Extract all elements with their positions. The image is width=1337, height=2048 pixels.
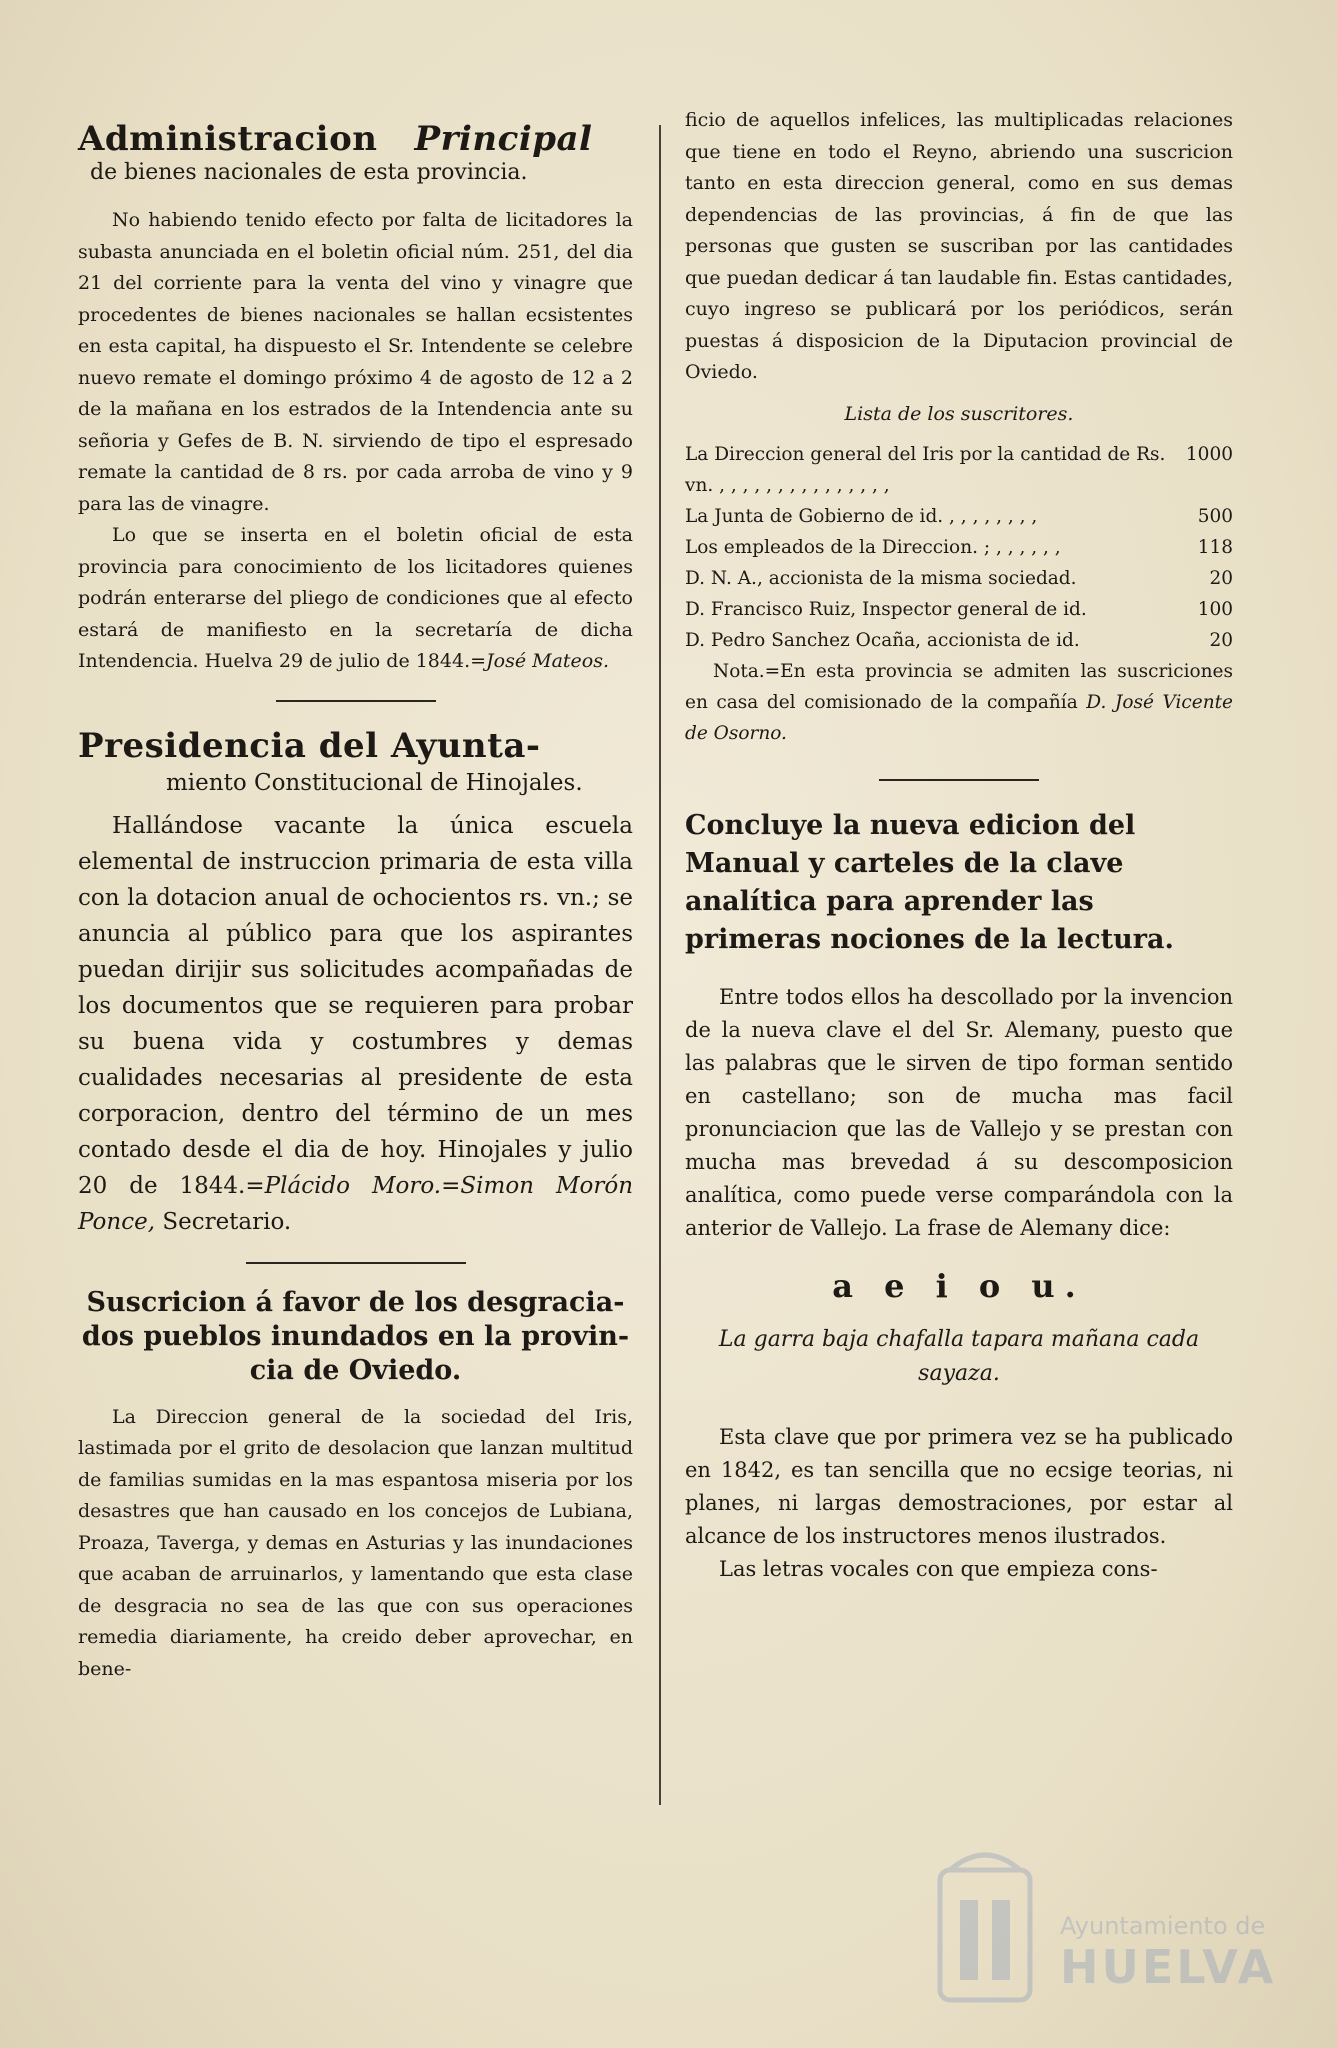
paragraph-text: Hallándose vacante la única escuela elemental de instruccion primaria de esta villa con la dotacion anual de ochocientos rs. vn.; se anuncia al público para que los aspirantes puedan dirijir sus solicitudes acompañadas de los documentos que se requieren para probar su buena vida y costumbres y demas cualidades necesarias al presidente de esta corporacion, dentro del término de un mes contado desde el dia de hoy. Hinojales y julio 20 de 1844.= xyxy=(78,812,633,1199)
paragraph: Esta clave que por primera vez se ha publicado en 1842, es tan sencilla que no ecsige teorias, ni planes, ni largas demostraciones, por estar al alcance de los instructores menos ilustrados. xyxy=(685,1424,1233,1548)
signature: José Mateos. xyxy=(486,650,610,672)
note-name: D. José Vicente de Osorno. xyxy=(685,691,1234,744)
subscriber-name: D. Pedro Sanchez Ocaña, accionista de id. xyxy=(685,629,1080,651)
paragraph: Entre todos ellos ha descollado por la invencion de la nueva clave el del Sr. Alemany, puesto que las palabras que le sirven de tipo forman sentido en castellano; son de mucha mas facil pronunciacion que las de Vallejo y se prestan con mucha mas brevedad á su descomposicion analítica, como puede verse comparándola con la anterior de Vallejo. La frase de Alemany dice: xyxy=(685,984,1233,1240)
list-item xyxy=(685,594,1233,625)
note-text: Nota.=En esta provincia se admiten las suscriciones en casa del comisionado de la compañía xyxy=(685,660,1233,713)
paragraph-text: Lo que se inserta en el boletin oficial de esta provincia para conocimiento de los licitadores quienes podrán enterarse del pliego de condiciones que al efecto estará de manifiesto en la secretaría de dicha Intendencia. Huelva 29 de julio de 1844.= xyxy=(78,524,633,672)
subscriber-amount: 1000 xyxy=(1185,443,1233,465)
signature-role: Secretario. xyxy=(155,1208,292,1235)
section-subtitle: miento Constitucional de Hinojales. xyxy=(166,769,583,796)
section-title-concluye: Concluye la nueva edicion del Manual y carteles de la clave analítica para aprender las primeras nociones de la lectura. xyxy=(685,809,1174,955)
archive-watermark xyxy=(930,1840,1277,2020)
subscriber-amount: 500 xyxy=(1197,505,1233,527)
title-part-b: Principal xyxy=(414,119,593,159)
list-item xyxy=(685,501,1233,532)
title-line: dos pueblos inundados en la provin- xyxy=(81,1320,630,1352)
section-subtitle: de bienes nacionales de esta provincia. xyxy=(90,160,528,185)
paragraph: No habiendo tenido efecto por falta de licitadores la subasta anunciada en el boletin oficial núm. 251, del dia 21 del corriente para la venta del vino y vinagre que procedentes de bienes nacionales se hallan ecsistentes en esta capital, ha dispuesto el Sr. Intendente se celebre nuevo remate el domingo próximo 4 de agosto de 12 a 2 de la mañana en los estrados de la Intendencia ante su señoria y Gefes de B. N. sirviendo de tipo el espresado remate la cantidad de 8 rs. por cada arroba de vino y 9 para las de vinagre. xyxy=(78,209,633,515)
subscriber-amount: 20 xyxy=(1209,567,1233,589)
separator-rule xyxy=(246,1262,466,1264)
separator-rule xyxy=(276,700,436,702)
watermark-line1: Ayuntamiento de xyxy=(1060,1912,1266,1940)
column-divider xyxy=(659,125,661,1805)
list-item xyxy=(685,563,1233,594)
list-item xyxy=(685,532,1233,563)
subscriber-amount: 20 xyxy=(1209,629,1233,651)
right-column xyxy=(685,105,1233,1586)
alemany-phrase: La garra baja chafalla tapara mañana cada sayaza. xyxy=(718,1326,1200,1386)
left-column xyxy=(78,105,633,1685)
title-part-a: Administracion xyxy=(78,119,378,159)
paragraph: La Direccion general de la sociedad del Iris, lastimada por el grito de desolacion que lanzan multitud de familias sumidas en la mas espantosa miseria por los desastres que han causado en los concejos de Lubiana, Proaza, Taverga, y demas en Asturias y las inundaciones que acaban de arruinarlos, y lamentando que esta clase de desgracia no sea de las que con sus operaciones remedia diariamente, ha creido deber aprovechar, en bene- xyxy=(78,1405,633,1680)
title-line: Suscricion á favor de los desgracia- xyxy=(86,1286,625,1318)
coat-of-arms-icon xyxy=(930,1840,1040,2015)
paragraph xyxy=(78,808,633,1240)
separator-rule xyxy=(879,779,1039,781)
paragraph: ficio de aquellos infelices, las multiplicadas relaciones que tiene en todo el Reyno, abriendo una suscricion tanto en esta direccion general, como en sus demas dependencias de las provincias, á fin de que las personas que gusten se suscriban por las cantidades que puedan dedicar á tan laudable fin. Estas cantidades, cuyo ingreso se publicará por los periódicos, serán puestas á disposicion de la Diputacion provincial de Oviedo. xyxy=(685,109,1233,383)
note xyxy=(685,656,1233,749)
section-title-suscricion xyxy=(78,1286,633,1388)
list-item xyxy=(685,625,1233,656)
equals-sign: = xyxy=(441,1172,461,1199)
subscriber-name: Los empleados de la Direccion. ; , , , , , , xyxy=(685,536,1061,558)
paragraph: Las letras vocales con que empieza cons- xyxy=(719,1556,1158,1581)
vowels-line: a e i o u. xyxy=(832,1266,1086,1305)
subscriber-list xyxy=(685,439,1233,656)
subscriber-name: La Direccion general del Iris por la cantidad de Rs. vn. , , , , , , , , , , , , , , , xyxy=(685,443,1166,496)
subscriber-amount: 100 xyxy=(1197,598,1233,620)
subscriber-name: La Junta de Gobierno de id. , , , , , , , , xyxy=(685,505,1038,527)
signature: Simon Morón Ponce, xyxy=(78,1172,634,1235)
title-line: cia de Oviedo. xyxy=(249,1354,462,1386)
subscriber-name: D. N. A., accionista de la misma sociedad. xyxy=(685,567,1077,589)
list-title: Lista de los suscritores. xyxy=(844,402,1074,425)
list-item xyxy=(685,439,1233,501)
subscriber-amount: 118 xyxy=(1197,536,1233,558)
section-title-presidencia: Presidencia del Ayunta- xyxy=(78,725,541,766)
paragraph xyxy=(78,520,633,678)
watermark-line2: HUELVA xyxy=(1060,1940,1277,1994)
subscriber-name: D. Francisco Ruiz, Inspector general de id. xyxy=(685,598,1087,620)
signature: Plácido Moro. xyxy=(264,1172,442,1199)
section-title-administracion xyxy=(78,119,633,159)
